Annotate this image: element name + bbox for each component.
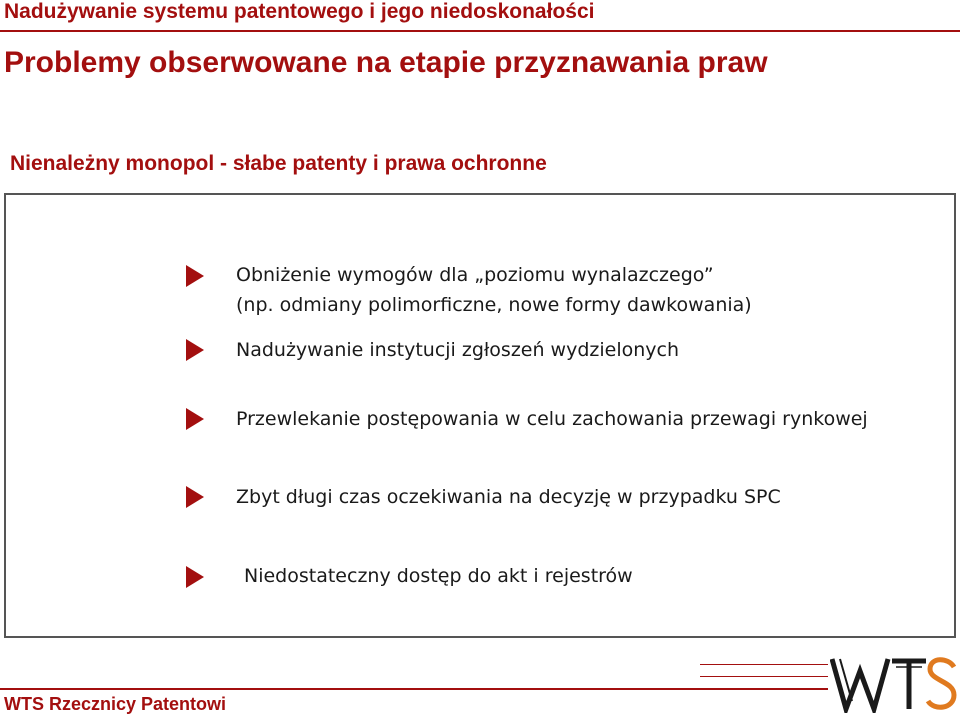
- footer-accent-line: [700, 664, 828, 665]
- bullet-arrow-icon: [186, 408, 204, 430]
- list-item-text: Zbyt długi czas oczekiwania na decyzję w przypadku SPC: [236, 486, 781, 508]
- bullet-arrow-icon: [186, 265, 204, 287]
- bullet-arrow-icon: [186, 339, 204, 361]
- footer-company-name: WTS Rzecznicy Patentowi: [4, 694, 227, 714]
- list-item-text: Niedostateczny dostęp do akt i rejestrów: [244, 565, 633, 587]
- list-item-text: Przewlekanie postępowania w celu zachowania przewagi rynkowej: [236, 408, 868, 430]
- section-subtitle: Nienależny monopol - słabe patenty i prawa ochronne: [10, 152, 547, 175]
- bullet-arrow-icon: [186, 566, 204, 588]
- wts-logo: [830, 655, 958, 713]
- footer-divider: [0, 688, 828, 690]
- list-item-text-continuation: (np. odmiany polimorficzne, nowe formy dawkowania): [236, 294, 752, 316]
- list-item-text: Obniżenie wymogów dla „poziomu wynalazczego”: [236, 264, 714, 286]
- page-title: Problemy obserwowane na etapie przyznawania praw: [4, 46, 768, 79]
- bullet-arrow-icon: [186, 486, 204, 508]
- footer-accent-line: [700, 676, 828, 677]
- header-title: Nadużywanie systemu patentowego i jego niedoskonałości: [4, 0, 595, 23]
- list-item-text: Nadużywanie instytucji zgłoszeń wydzielonych: [236, 339, 680, 361]
- header-divider: [0, 30, 960, 32]
